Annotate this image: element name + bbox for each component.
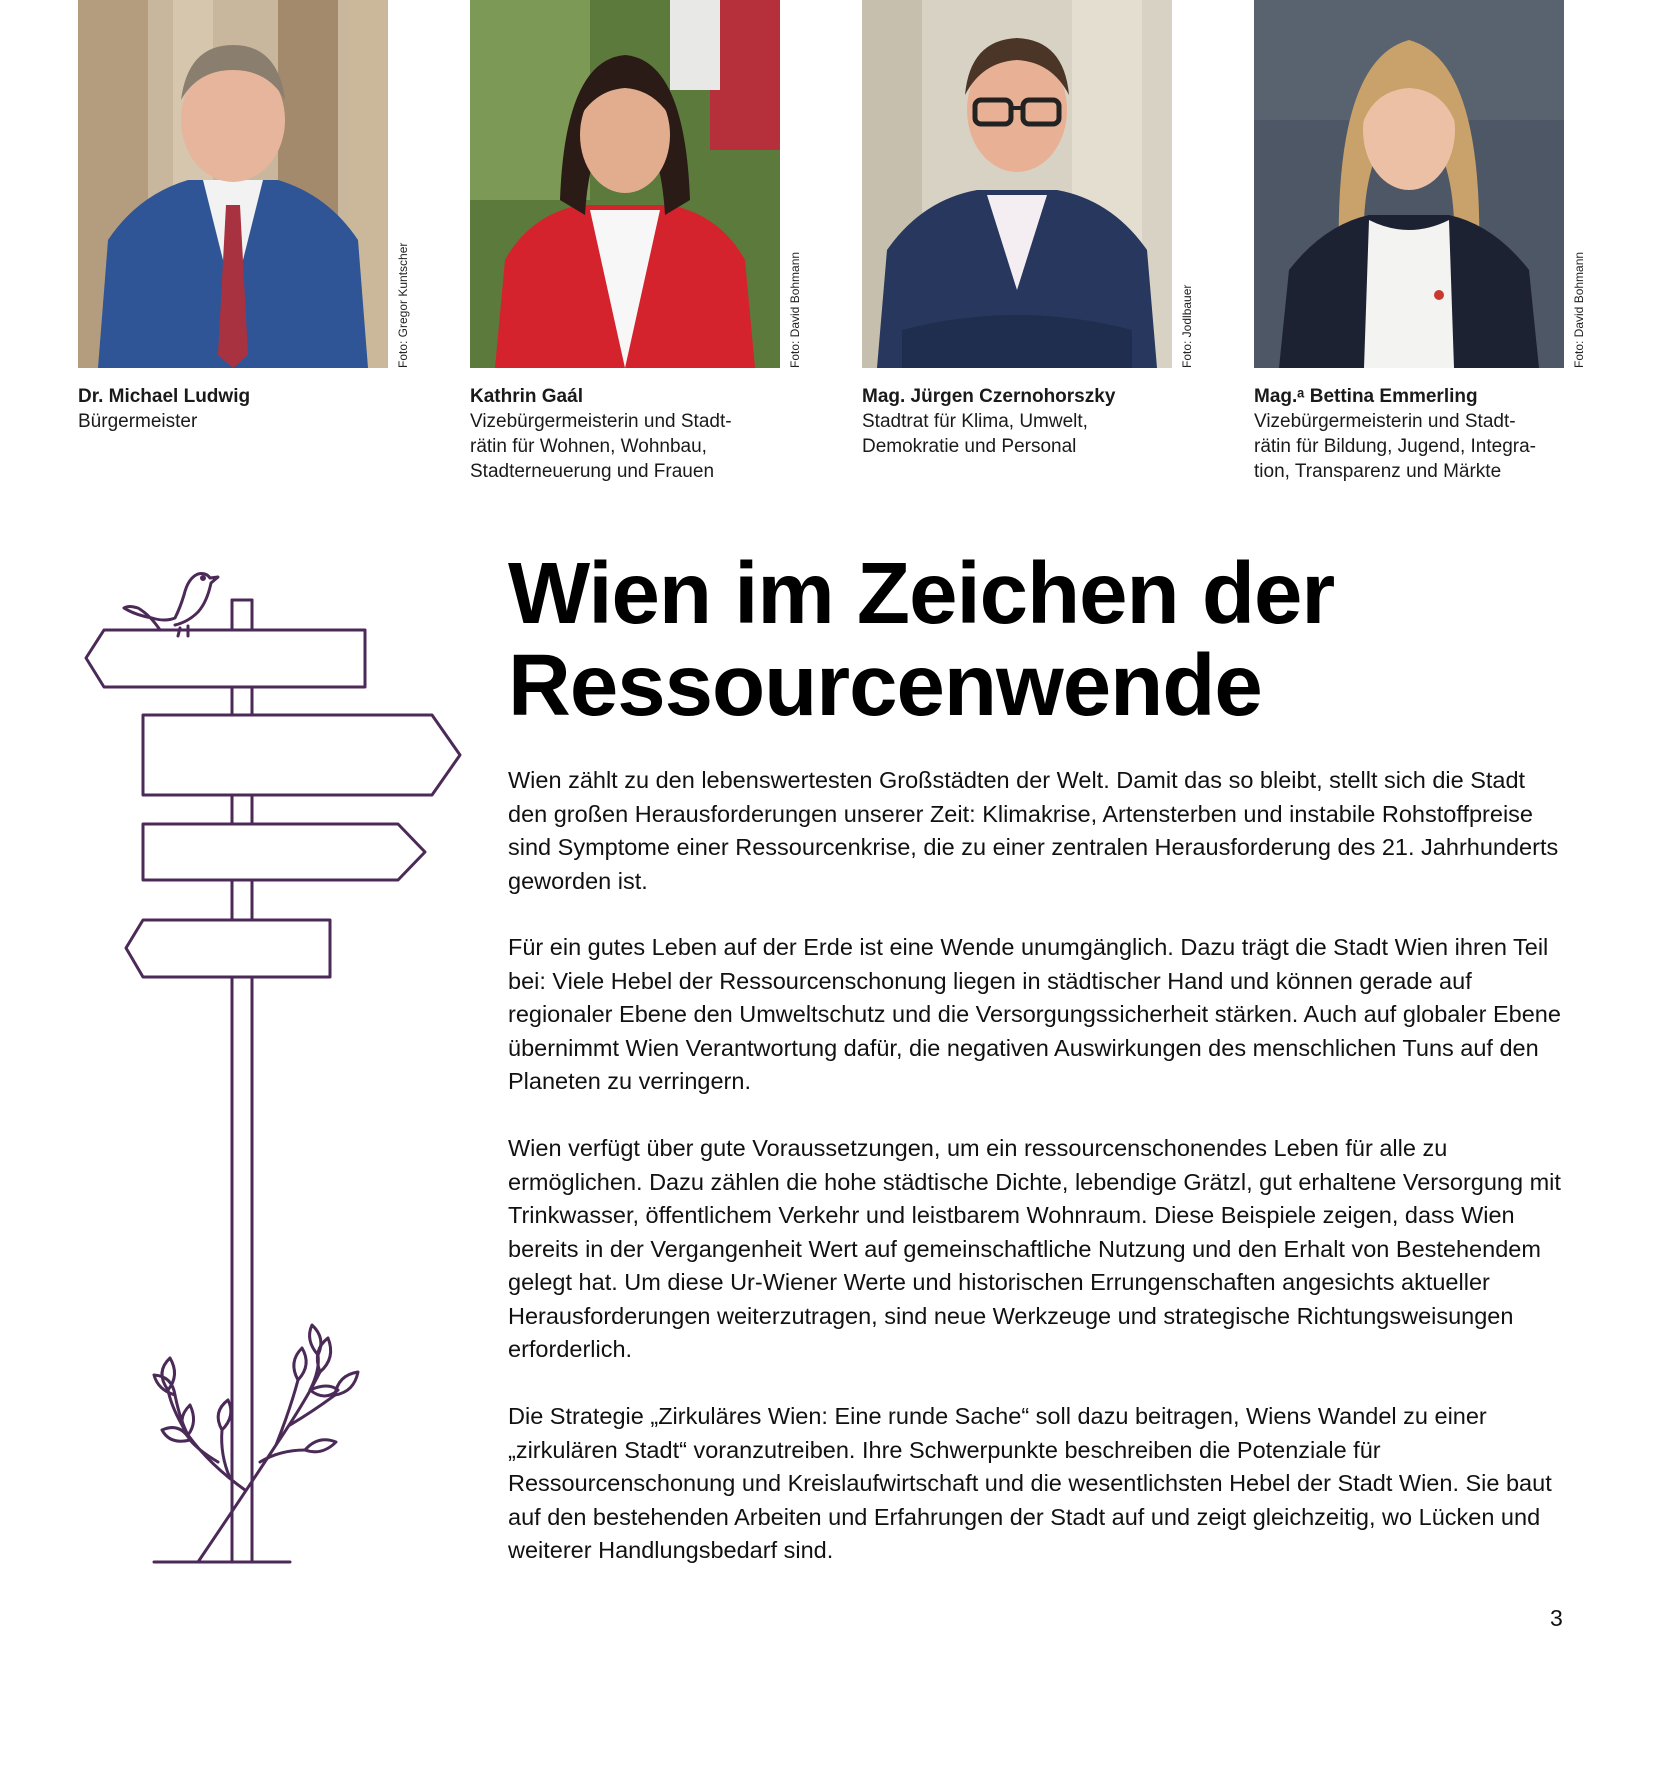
person-name: Mag.ᵃ Bettina Emmerling [1254,386,1478,407]
portrait-photo-gaal [470,0,780,368]
article-paragraph: Für ein gutes Leben auf der Erde ist eine Wende unumgänglich. Dazu trägt die Stadt Wien ihren Teil bei: Viele Hebel der Ressourcenschonung liegen in städtischer Hand und können gerade auf regionaler Ebene den Umweltschutz und die Versorgungssicherheit stärken. Auch auf globaler Ebene übernimmt Wien Verantwortung dafür, die negativen Auswirkungen des menschlichen Tuns auf den Planeten zu verringern. [508,934,1561,1094]
article-paragraph: Die Strategie „Zirkuläres Wien: Eine runde Sache“ soll dazu beitragen, Wiens Wandel zu einer „zirkulären Stadt“ voranzutreiben. Ihre Schwerpunkte beschreiben die Potenziale für Ressourcenschonung und Kreislaufwirtschaft und die wesentlichsten Hebel der Stadt Wien. Sie baut auf den bestehenden Arbeiten und Erfahrungen der Stadt auf und zeigt gleichzeitig, wo Lücken und weiterer Handlungsbedarf sind. [508,1403,1552,1563]
article-paragraph: Wien zählt zu den lebenswertesten Großstädten der Welt. Damit das so bleibt, stellt sich die Stadt den großen Herausforderungen unserer Zeit: Klimakrise, Artensterben und instabile Rohstoffpreise sind Symptome einer Ressourcenkrise, die zu einer zentralen Herausforderung des 21. Jahrhunderts geworden ist. [508,767,1559,894]
person-caption [1254,384,1594,484]
person-role: Vizebürgermeisterin und Stadt- rätin für Wohnen, Wohnbau, Stadterneuerung und Frauen [470,411,732,482]
portrait-photo-czernohorszky [862,0,1172,368]
person-role: Bürgermeister [78,411,198,432]
page-number: 3 [1550,1605,1563,1631]
signpost-illustration [80,550,470,1570]
photo-credit: Foto: Gregor Kuntscher [396,242,410,368]
article-title [508,545,1608,734]
portrait-photo-emmerling [1254,0,1564,368]
person-caption [470,384,810,484]
portrait-photo-ludwig [78,0,388,368]
person-caption [78,384,418,434]
person-role: Vizebürgermeisterin und Stadt- rätin für Bildung, Jugend, Integra- tion, Transparenz und Märkte [1254,411,1537,482]
photo-credit: Foto: Jodlbauer [1180,284,1194,368]
article-paragraph: Wien verfügt über gute Voraussetzungen, um ein ressourcenschonendes Leben für alle zu ermöglichen. Dazu zählen die hohe städtische Dichte, lebendige Grätzl, gut erhaltene Versorgung mit Trinkwasser, öffentlichem Verkehr und leistbarem Wohnraum. Diese Beispiele zeigen, dass Wien bereits in der Vergangenheit Wert auf gemeinschaftliche Nutzung und den Erhalt von Bestehendem gelegt hat. Um diese Ur-Wiener Werte und historischen Errungenschaften angesichts aktueller Herausforderungen weiterzutragen, sind neue Werkzeuge und strategische Richtungsweisungen erforderlich. [508,1135,1561,1362]
photo-credit: Foto: David Bohmann [788,251,802,368]
person-name: Mag. Jürgen Czernohorszky [862,386,1116,407]
article-title-line1: Wien im Zeichen der [508,545,1335,642]
person-name: Dr. Michael Ludwig [78,386,251,407]
photo-credit: Foto: David Bohmann [1572,251,1586,368]
person-name: Kathrin Gaál [470,386,583,407]
person-role: Stadtrat für Klima, Umwelt, Demokratie und Personal [862,411,1088,457]
article-title-line2: Ressourcenwende [508,637,1262,734]
person-caption [862,384,1202,459]
